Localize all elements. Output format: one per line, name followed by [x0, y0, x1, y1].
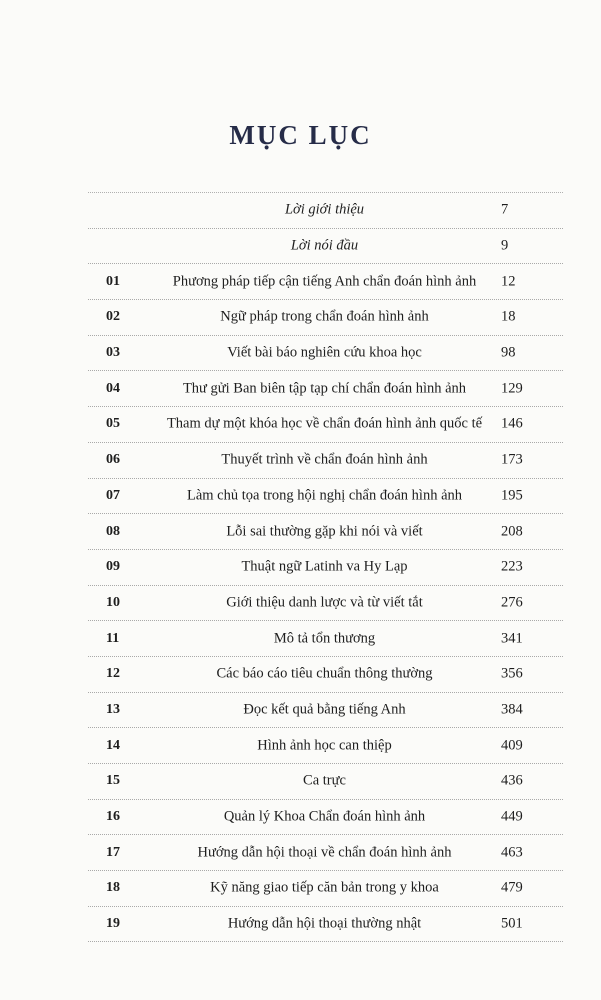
chapter-page: 98 [501, 344, 516, 361]
chapter-page: 436 [501, 772, 523, 789]
chapter-number: 08 [106, 523, 120, 539]
table-of-contents [88, 192, 563, 942]
toc-row-chapter-15 [88, 764, 563, 800]
chapter-title: Thư gửi Ban biên tập tạp chí chẩn đoán hình ảnh [182, 380, 467, 397]
chapter-number: 16 [106, 809, 120, 825]
toc-row-intro-1 [88, 193, 563, 229]
toc-entry-title: Lời giới thiệu [284, 201, 365, 218]
chapter-page: 146 [501, 415, 523, 432]
chapter-title: Hướng dẫn hội thoại về chẩn đoán hình ảnh [197, 844, 452, 861]
chapter-page: 384 [501, 701, 523, 718]
chapter-number: 18 [106, 880, 120, 896]
toc-row-chapter-10 [88, 586, 563, 622]
toc-row-chapter-05 [88, 407, 563, 443]
toc-row-chapter-03 [88, 336, 563, 372]
chapter-title: Thuật ngữ Latinh va Hy Lạp [241, 558, 408, 575]
chapter-title: Ngữ pháp trong chẩn đoán hình ảnh [220, 308, 429, 325]
chapter-page: 356 [501, 665, 523, 682]
toc-entry-page: 7 [501, 201, 509, 218]
toc-row-chapter-18 [88, 871, 563, 907]
chapter-title: Viết bài báo nghiên cứu khoa học [227, 344, 422, 361]
chapter-title: Thuyết trình về chẩn đoán hình ảnh [221, 451, 428, 468]
chapter-page: 479 [501, 879, 523, 896]
chapter-number: 14 [106, 737, 120, 753]
chapter-title: Hình ảnh học can thiệp [257, 737, 392, 754]
toc-row-chapter-08 [88, 514, 563, 550]
chapter-number: 03 [106, 345, 120, 361]
chapter-title: Quản lý Khoa Chẩn đoán hình ảnh [223, 808, 426, 825]
chapter-title: Làm chủ tọa trong hội nghị chẩn đoán hình ảnh [186, 487, 463, 504]
chapter-page: 208 [501, 523, 523, 540]
toc-row-chapter-14 [88, 728, 563, 764]
chapter-number: 11 [106, 630, 120, 646]
chapter-number: 19 [106, 916, 120, 932]
toc-row-chapter-17 [88, 835, 563, 871]
toc-row-chapter-19 [88, 907, 563, 943]
chapter-page: 409 [501, 737, 523, 754]
chapter-page: 276 [501, 594, 523, 611]
chapter-number: 02 [106, 309, 120, 325]
chapter-title: Phương pháp tiếp cận tiếng Anh chẩn đoán hình ảnh [172, 273, 477, 290]
chapter-page: 12 [501, 273, 516, 290]
chapter-title: Các báo cáo tiêu chuẩn thông thường [216, 665, 433, 682]
chapter-page: 195 [501, 487, 523, 504]
chapter-title: Giới thiệu danh lược và từ viết tắt [226, 594, 423, 611]
chapter-title: Ca trực [303, 772, 346, 789]
chapter-title: Lỗi sai thường gặp khi nói và viết [226, 523, 423, 540]
toc-row-chapter-13 [88, 693, 563, 729]
chapter-page: 173 [501, 451, 523, 468]
chapter-page: 501 [501, 915, 523, 932]
toc-entry-title: Lời nói đầu [290, 237, 359, 254]
chapter-number: 01 [106, 273, 120, 289]
chapter-number: 07 [106, 487, 120, 503]
chapter-number: 10 [106, 594, 120, 610]
chapter-number: 17 [106, 844, 120, 860]
toc-row-chapter-07 [88, 479, 563, 515]
page-title: MỤC LỤC [229, 120, 372, 150]
toc-row-chapter-01 [88, 264, 563, 300]
toc-row-chapter-02 [88, 300, 563, 336]
chapter-number: 05 [106, 416, 120, 432]
chapter-page: 18 [501, 308, 516, 325]
toc-row-chapter-12 [88, 657, 563, 693]
chapter-number: 15 [106, 773, 120, 789]
chapter-title: Mô tả tổn thương [273, 630, 376, 647]
toc-row-chapter-16 [88, 800, 563, 836]
chapter-number: 06 [106, 452, 120, 468]
chapter-page: 341 [501, 630, 523, 647]
toc-entry-page: 9 [501, 237, 509, 254]
chapter-number: 13 [106, 701, 120, 717]
chapter-number: 12 [106, 666, 120, 682]
chapter-page: 223 [501, 558, 523, 575]
chapter-page: 449 [501, 808, 523, 825]
chapter-number: 09 [106, 559, 120, 575]
chapter-page: 463 [501, 844, 523, 861]
toc-row-chapter-06 [88, 443, 563, 479]
chapter-number: 04 [106, 380, 120, 396]
chapter-title: Đọc kết quả bằng tiếng Anh [243, 701, 406, 718]
chapter-page: 129 [501, 380, 523, 397]
toc-row-chapter-04 [88, 371, 563, 407]
toc-row-intro-2 [88, 229, 563, 265]
toc-row-chapter-09 [88, 550, 563, 586]
toc-row-chapter-11 [88, 621, 563, 657]
chapter-title: Hướng dẫn hội thoại thường nhật [227, 915, 422, 932]
chapter-title: Kỹ năng giao tiếp căn bản trong y khoa [210, 879, 439, 896]
chapter-title: Tham dự một khóa học về chẩn đoán hình ảnh quốc tế [166, 415, 483, 432]
